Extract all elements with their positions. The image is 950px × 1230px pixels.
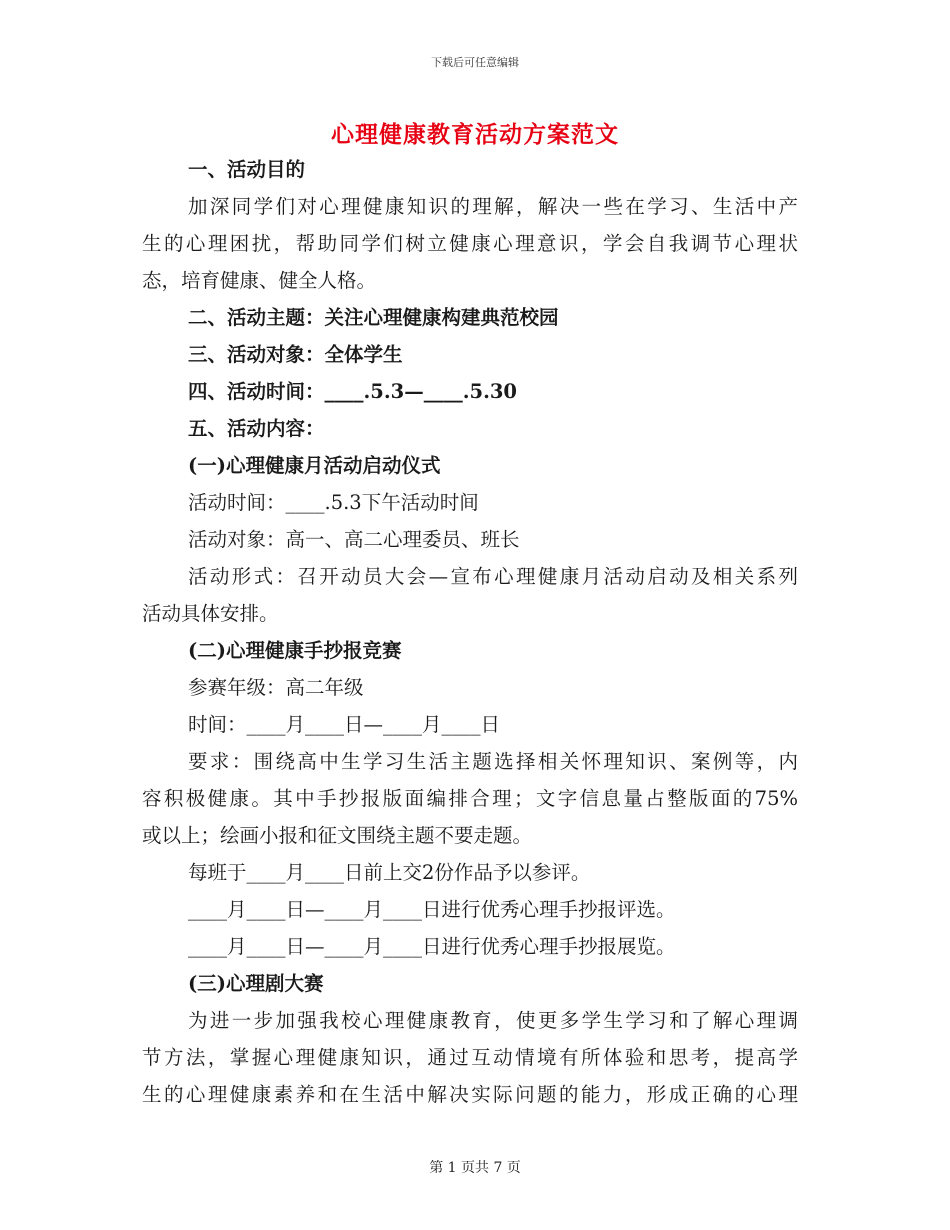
header-note: 下载后可任意编辑: [431, 56, 519, 69]
section-heading: (三)心理剧大赛: [188, 972, 324, 995]
text-line: 生的心理困扰，帮助同学们树立健康心理意识，学会自我调节心理状: [142, 232, 798, 255]
text-line: 活动时间：____.5.3下午活动时间: [188, 491, 479, 514]
section-heading: 二、活动主题：关注心理健康构建典范校园: [188, 306, 559, 329]
text-line: 或以上；绘画小报和征文围绕主题不要走题。: [142, 824, 533, 847]
text-line: 活动对象：高一、高二心理委员、班长: [188, 528, 520, 551]
text-line: 态，培育健康、健全人格。: [142, 269, 377, 292]
text-line: ____月____日—____月____日进行优秀心理手抄报评选。: [188, 898, 676, 921]
text-line: 活动形式：召开动员大会—宣布心理健康月活动启动及相关系列: [188, 565, 798, 588]
text-line: 生的心理健康素养和在生活中解决实际问题的能力，形成正确的心理: [142, 1083, 798, 1106]
section-heading: 五、活动内容：: [188, 417, 325, 440]
section-heading: 四、活动时间：____.5.3—____.5.30: [188, 380, 517, 403]
document-title: 心理健康教育活动方案范文: [331, 121, 619, 148]
text-line: ____月____日—____月____日进行优秀心理手抄报展览。: [188, 935, 676, 958]
document-body: [142, 151, 798, 1113]
text-line: 时间：____月____日—____月____日: [188, 713, 501, 736]
section-heading: 一、活动目的: [188, 158, 306, 181]
text-line: 节方法，掌握心理健康知识，通过互动情境有所体验和思考，提高学: [142, 1046, 798, 1069]
text-line: 每班于____月____日前上交2份作品予以参评。: [188, 861, 591, 884]
text-line: 加深同学们对心理健康知识的理解，解决一些在学习、生活中产: [188, 195, 798, 218]
text-line: 为进一步加强我校心理健康教育，使更多学生学习和了解心理调: [188, 1009, 798, 1032]
section-heading: (二)心理健康手抄报竞赛: [188, 639, 402, 662]
text-line: 参赛年级：高二年级: [188, 676, 364, 699]
text-line: 活动具体安排。: [142, 602, 279, 625]
section-heading: (一)心理健康月活动启动仪式: [188, 454, 441, 477]
text-line: 容积极健康。其中手抄报版面编排合理；文字信息量占整版面的75%: [142, 787, 798, 810]
text-line: 要求：围绕高中生学习生活主题选择相关怀理知识、案例等，内: [188, 750, 798, 773]
section-heading: 三、活动对象：全体学生: [188, 343, 403, 366]
page-footer: 第 1 页共 7 页: [429, 1160, 521, 1176]
